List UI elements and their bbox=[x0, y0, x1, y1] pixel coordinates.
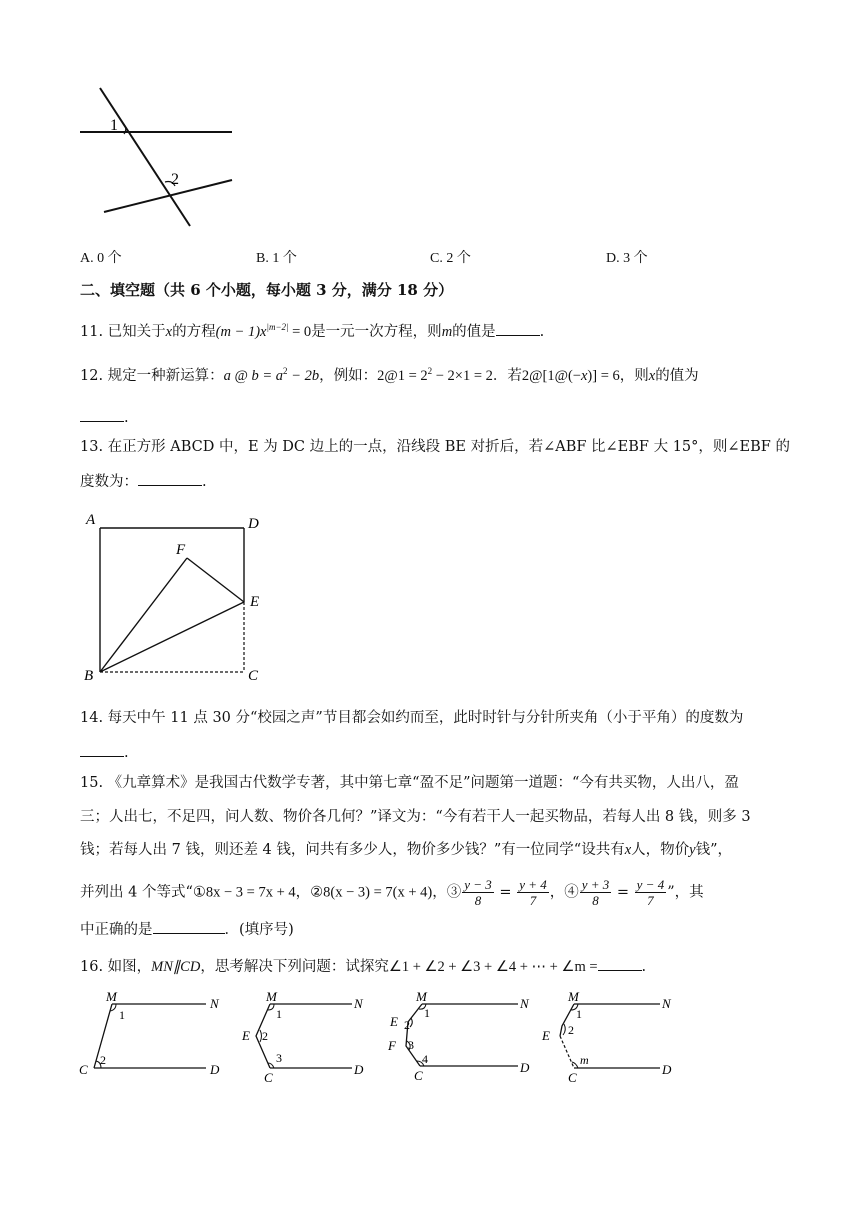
q16-f2-a3: 3 bbox=[276, 1051, 282, 1065]
q16-f4-n: N bbox=[662, 996, 671, 1011]
q16-f3-a3: 3 bbox=[408, 1038, 414, 1052]
question-15-line1: 15. 《九章算术》是我国古代数学专著，其中第七章“盈不足”问题第一道题：“今有共买物，人出八，盈 bbox=[80, 775, 739, 791]
q13-label-f: F bbox=[176, 542, 186, 558]
q16-f3-e: E bbox=[390, 1014, 398, 1029]
section-title: 二、填空题（共 6 个小题，每小题 3 分，满分 18 分） bbox=[80, 281, 454, 299]
question-14-line2: . bbox=[80, 741, 129, 763]
q13-label-e: E bbox=[250, 594, 260, 610]
q13-label-a: A bbox=[86, 512, 96, 528]
question-15-line5: 中正确的是 ．(填序号) bbox=[80, 918, 294, 940]
q16-f4-d: D bbox=[662, 1062, 672, 1077]
q16-f4-a1: 1 bbox=[576, 1007, 582, 1021]
q11-equation: $(m - 1)x^{|m-2|} = 0$ bbox=[215, 322, 312, 340]
q12-example: 2@1 = $2^2 - 2\times 1 = 2$ bbox=[377, 366, 493, 384]
q16-f3-c: C bbox=[414, 1068, 423, 1083]
q15-eq2: ②8(x − 3) = 7(x + 4) bbox=[310, 884, 433, 901]
q16-figure-2 bbox=[238, 990, 378, 1085]
question-15-line2: 三；人出七，不足四，问人数、物价各几何？”译文为：“今有若干人一起买物品，若每人出 8 钱，则多 3 bbox=[80, 809, 751, 825]
question-13-line1: 13. 在正方形 ABCD 中，E 为 DC 边上的一点，沿线段 BE 对折后，若∠ABF 比∠EBF 大 15°，则∠EBF 的 bbox=[80, 439, 790, 455]
question-15-line4: 并列出 4 个等式“①8x − 3 = 7x + 4，②8(x − 3) = 7(x + 4)，③ $\frac{y - 3}{8}$ = $\frac{y + 4}{7}$ ，④ $\frac{y + 3}{8}$ = $\frac{y - 4}{7}$ ”，其 bbox=[80, 877, 704, 908]
q15-answer-blank bbox=[153, 918, 225, 934]
q16-f1-m: M bbox=[106, 990, 117, 1004]
q10-option-b: B. 1 个 bbox=[256, 251, 297, 266]
q16-f1-n: N bbox=[210, 996, 219, 1011]
q16-f2-c: C bbox=[264, 1070, 273, 1085]
question-13-line2: 度数为： . bbox=[80, 470, 207, 492]
q16-figure-4 bbox=[536, 990, 686, 1085]
q16-f3-m: M bbox=[416, 989, 427, 1004]
q16-f2-m: M bbox=[266, 990, 277, 1004]
q16-f3-a1: 1 bbox=[424, 1006, 430, 1020]
q10-angle1-label: 1 bbox=[110, 117, 118, 134]
q16-f3-a4: 4 bbox=[422, 1052, 428, 1066]
q16-f3-d: D bbox=[520, 1060, 530, 1075]
q10-angle2-label: 2 bbox=[171, 171, 179, 188]
q16-f4-c: C bbox=[568, 1070, 577, 1085]
q15-eq3-right-fraction: $\frac{y + 4}{7}$ bbox=[519, 877, 547, 908]
q16-f2-e: E bbox=[242, 1028, 250, 1043]
q16-parallel: MN∥CD bbox=[151, 959, 201, 975]
q12-definition: a @ $b = a^2 - 2b$ bbox=[223, 366, 320, 384]
q16-f2-a2: 2 bbox=[262, 1029, 268, 1043]
q16-f2-a1: 1 bbox=[276, 1007, 282, 1021]
q16-expression: ∠1 + ∠2 + ∠3 + ∠4 + ⋯ + ∠m = bbox=[388, 959, 598, 975]
q10-option-d: D. 3 个 bbox=[606, 251, 648, 266]
q16-figure-3 bbox=[384, 988, 534, 1088]
q10-option-c: C. 2 个 bbox=[430, 251, 471, 266]
q16-answer-blank bbox=[598, 955, 642, 971]
q16-f1-a2: 2 bbox=[100, 1053, 106, 1067]
question-14-line1: 14. 每天中午 11 点 30 分“校园之声”节目都会如约而至，此时时针与分针所夹角（小于平角）的度数为 bbox=[80, 710, 744, 726]
q11-answer-blank bbox=[496, 320, 540, 336]
q16-f1-a1: 1 bbox=[119, 1008, 125, 1022]
q13-label-d: D bbox=[248, 516, 259, 532]
question-16: 16. 如图，MN∥CD，思考解决下列问题：试探究∠1 + ∠2 + ∠3 + ∠4 + ⋯ + ∠m = . bbox=[80, 955, 646, 977]
q16-f1-d: D bbox=[210, 1062, 220, 1077]
q16-f3-f: F bbox=[388, 1038, 396, 1053]
q12-answer-blank bbox=[80, 406, 124, 422]
q16-figure-1 bbox=[74, 990, 234, 1080]
q16-f2-n: N bbox=[354, 996, 363, 1011]
q13-answer-blank bbox=[138, 470, 202, 486]
q13-label-b: B bbox=[84, 668, 94, 684]
q14-answer-blank bbox=[80, 741, 124, 757]
q13-figure bbox=[80, 510, 270, 690]
q16-f4-a2: 2 bbox=[568, 1023, 574, 1037]
q16-f1-c: C bbox=[79, 1062, 88, 1077]
question-12: 12. 规定一种新运算：a @ $b = a^2 - 2b$，例如：2@1 = $2^2 - 2\times 1 = 2$．若2@[1@(−x)] = 6，则x的值为 bbox=[80, 366, 699, 384]
q10-option-a: A. 0 个 bbox=[80, 251, 122, 266]
question-15-line3: 钱；若每人出 7 钱，则还差 4 钱，问共有多少人，物价多少钱？”有一位同学“设共有x人，物价y钱”， bbox=[80, 842, 733, 858]
q15-eq4-right-fraction: $\frac{y - 4}{7}$ bbox=[636, 877, 665, 908]
question-12-answer-line: . bbox=[80, 406, 129, 428]
q13-label-c: C bbox=[248, 668, 259, 684]
q15-eq4-left-fraction: $\frac{y + 3}{8}$ bbox=[581, 877, 610, 908]
q10-figure bbox=[76, 82, 246, 230]
q16-f3-n: N bbox=[520, 996, 529, 1011]
q16-f4-e: E bbox=[542, 1028, 550, 1043]
question-11: 11. 已知关于x的方程$(m - 1)x^{|m-2|} = 0$是一元一次方程，则m的值是 . bbox=[80, 317, 544, 342]
q12-condition: 2@[1@(−x)] = 6 bbox=[521, 367, 620, 384]
q15-eq1: ①8x − 3 = 7x + 4 bbox=[192, 884, 296, 901]
q16-f4-am: m bbox=[580, 1053, 589, 1067]
q16-f3-a2: 2 bbox=[404, 1018, 410, 1032]
q15-eq3-left-fraction: $\frac{y - 3}{8}$ bbox=[464, 877, 492, 908]
q16-f2-d: D bbox=[354, 1062, 364, 1077]
q16-f4-m: M bbox=[568, 990, 579, 1004]
